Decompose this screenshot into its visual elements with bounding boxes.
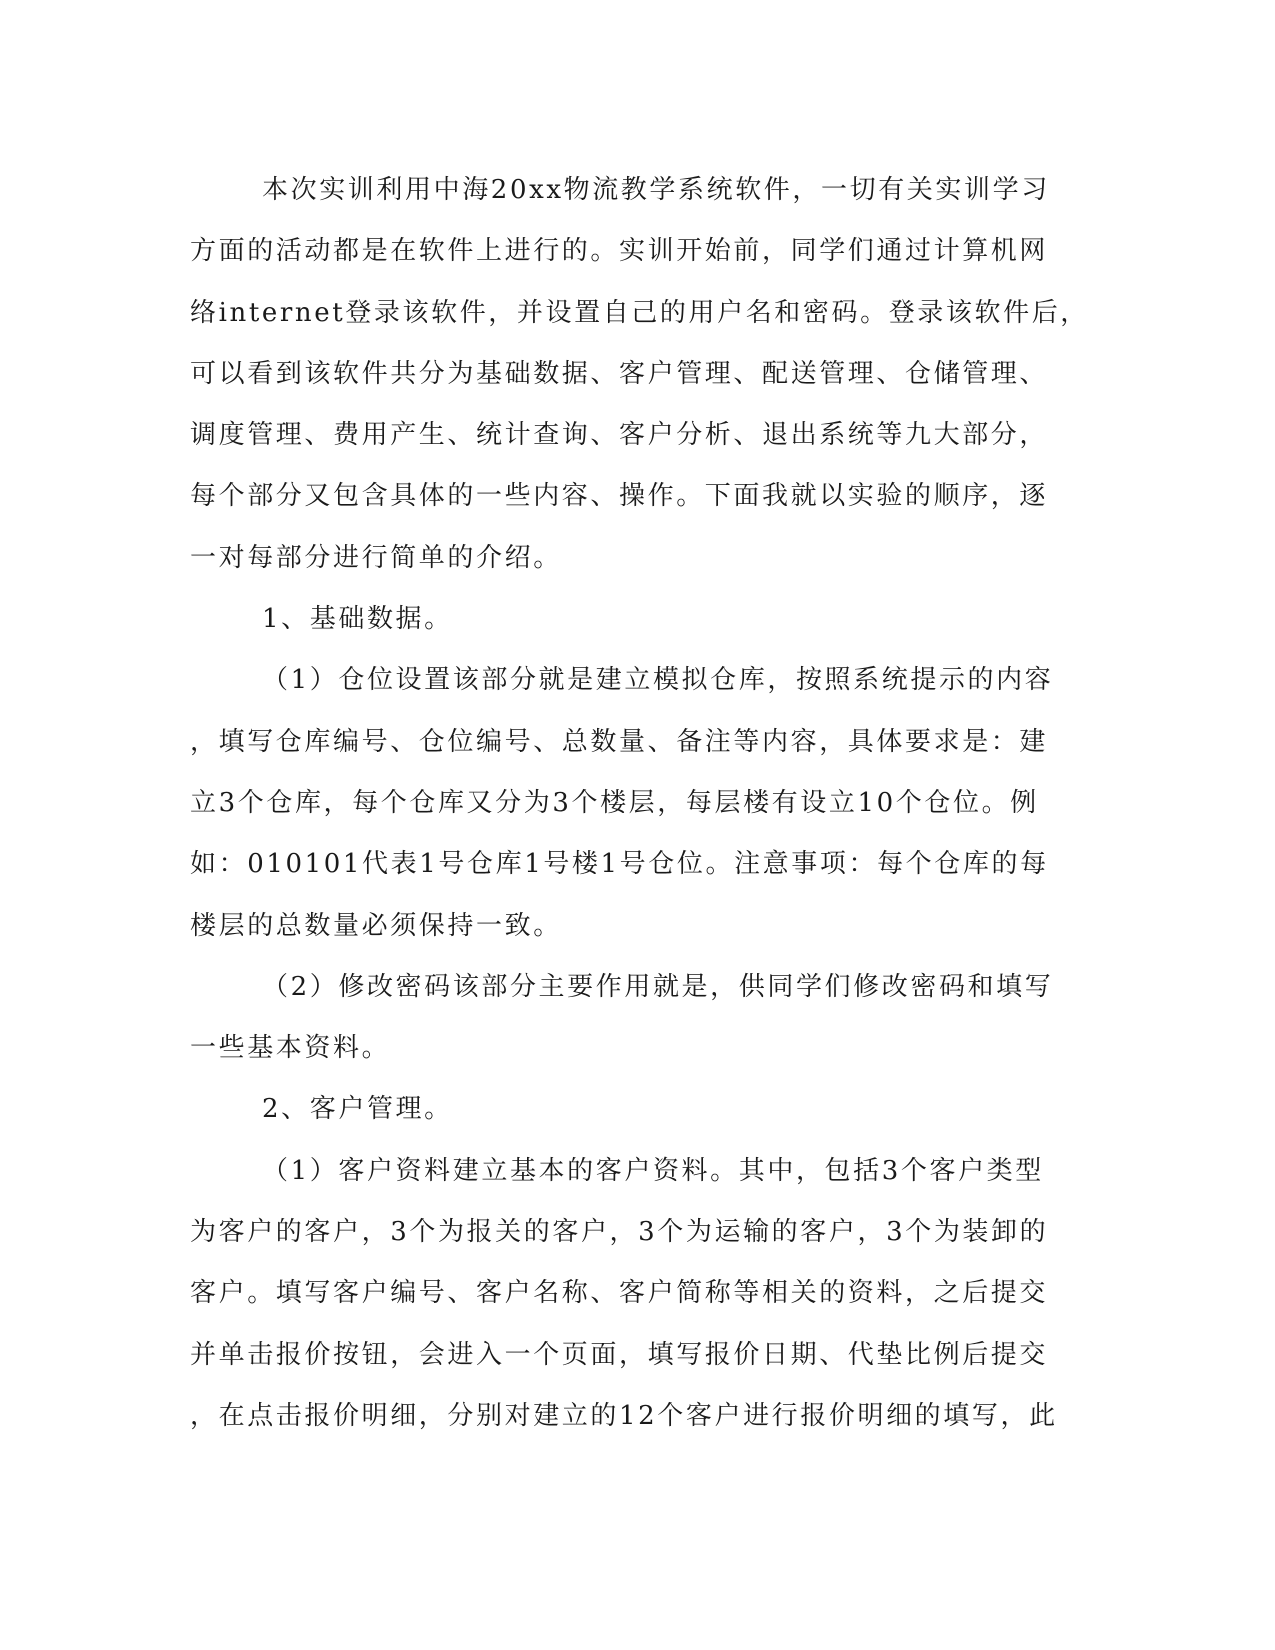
text-line: 一些基本资料。 (190, 1033, 391, 1064)
text-line: 如：010101代表1号仓库1号楼1号仓位。注意事项：每个仓库的每 (190, 849, 1049, 880)
text-line: ，在点击报价明细，分别对建立的12个客户进行报价明细的填写，此 (190, 1400, 1058, 1431)
text-line: 楼层的总数量必须保持一致。 (190, 910, 562, 941)
text-line: 本次实训利用中海20xx物流教学系统软件，一切有关实训学习 (262, 175, 1050, 205)
text-line: 每个部分又包含具体的一些内容、操作。下面我就以实验的顺序，逐 (190, 481, 1049, 512)
text-line: （1）客户资料建立基本的客户资料。其中，包括3个客户类型 (262, 1155, 1044, 1186)
text-line: （2）修改密码该部分主要作用就是，供同学们修改密码和填写 (262, 971, 1054, 1002)
text-line: 方面的活动都是在软件上进行的。实训开始前，同学们通过计算机网 (190, 236, 1049, 267)
text-line: ，填写仓库编号、仓位编号、总数量、备注等内容，具体要求是：建 (190, 726, 1049, 757)
text-line: 调度管理、费用产生、统计查询、客户分析、退出系统等九大部分， (190, 420, 1049, 451)
text-line: 可以看到该软件共分为基础数据、客户管理、配送管理、仓储管理、 (190, 358, 1049, 389)
text-line: 并单击报价按钮，会进入一个页面，填写报价日期、代垫比例后提交 (190, 1339, 1049, 1370)
text-line: 客户。填写客户编号、客户名称、客户简称等相关的资料，之后提交 (190, 1278, 1049, 1309)
text-line: 为客户的客户，3个为报关的客户，3个为运输的客户，3个为装卸的 (190, 1217, 1049, 1248)
section-heading: 1、基础数据。 (262, 604, 453, 635)
text-line: 络internet登录该软件，并设置自己的用户名和密码。登录该软件后， (190, 297, 1089, 328)
document-body (190, 160, 1089, 1447)
text-line: 立3个仓库，每个仓库又分为3个楼层，每层楼有设立10个仓位。例 (190, 787, 1039, 818)
text-line: 一对每部分进行简单的介绍。 (190, 542, 562, 573)
section-heading: 2、客户管理。 (262, 1094, 453, 1125)
text-line: （1）仓位设置该部分就是建立模拟仓库，按照系统提示的内容 (262, 665, 1054, 696)
